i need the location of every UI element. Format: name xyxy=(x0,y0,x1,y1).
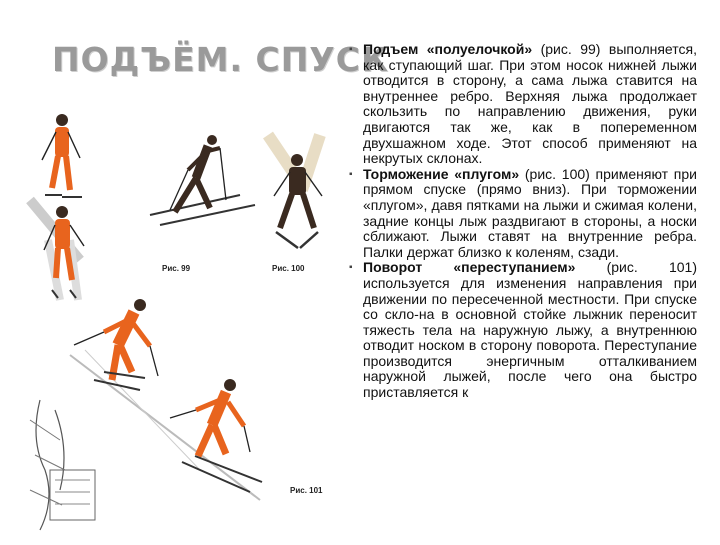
paragraph-perestupanie xyxy=(349,260,697,400)
tree-sketch xyxy=(30,400,95,530)
skier-figure-100 xyxy=(268,135,322,248)
term-perestupanie: Поворот «переступанием» xyxy=(363,259,576,276)
skier-figure-101b xyxy=(170,379,262,492)
figure-label-99: Рис. 99 xyxy=(162,264,191,273)
skier-figure-99c xyxy=(150,135,255,225)
paragraph-polyelochka xyxy=(349,42,697,167)
page-title: ПОДЪЁМ. СПУСК xyxy=(52,40,389,79)
text-plug: (рис. 100) применяют при прямом спуске (прямо вниз). При торможении «плугом», давя пятками на лыжи и сжимая колени, задние концы лыж раздвигают в стороны, а носки сближают. Лыжи ставят на внутренние ребра. Палки держат близко к коленям, сзади. xyxy=(363,165,697,260)
text-polyelochka: (рис. 99) выполняется, как ступающий шаг. При этом носок нижней лыжи отводится в сторону, а сама лыжа ставится на внутреннее ребро. Верхняя лыжа продолжает скользить по направлению движения, руки двигаются так же, как в попеременном двухшажном ходе. Этот способ применяют на некрутых склонах. xyxy=(363,42,697,167)
figure-label-101: Рис. 101 xyxy=(290,486,323,495)
illustrations-panel xyxy=(0,90,345,540)
term-plug: Торможение «плугом» xyxy=(363,165,520,182)
figure-label-100: Рис. 100 xyxy=(272,264,305,273)
text-perestupanie: (рис. 101) используется для изменения направления при движении по пересеченной местности. При спуске со скло-на в основной стойке лыжник переносит тяжесть тела на наружную лыжу, а внутреннюю отводит носком в сторону поворота. Переступание производится энергичным отталкиванием наружной лыжей, после чего она быстро приставляется к xyxy=(363,259,697,401)
paragraph-plug xyxy=(349,167,697,261)
ski-illustrations xyxy=(0,90,345,540)
term-polyelochka: Подъем «полуелочкой» xyxy=(363,42,533,57)
text-column xyxy=(349,42,697,540)
